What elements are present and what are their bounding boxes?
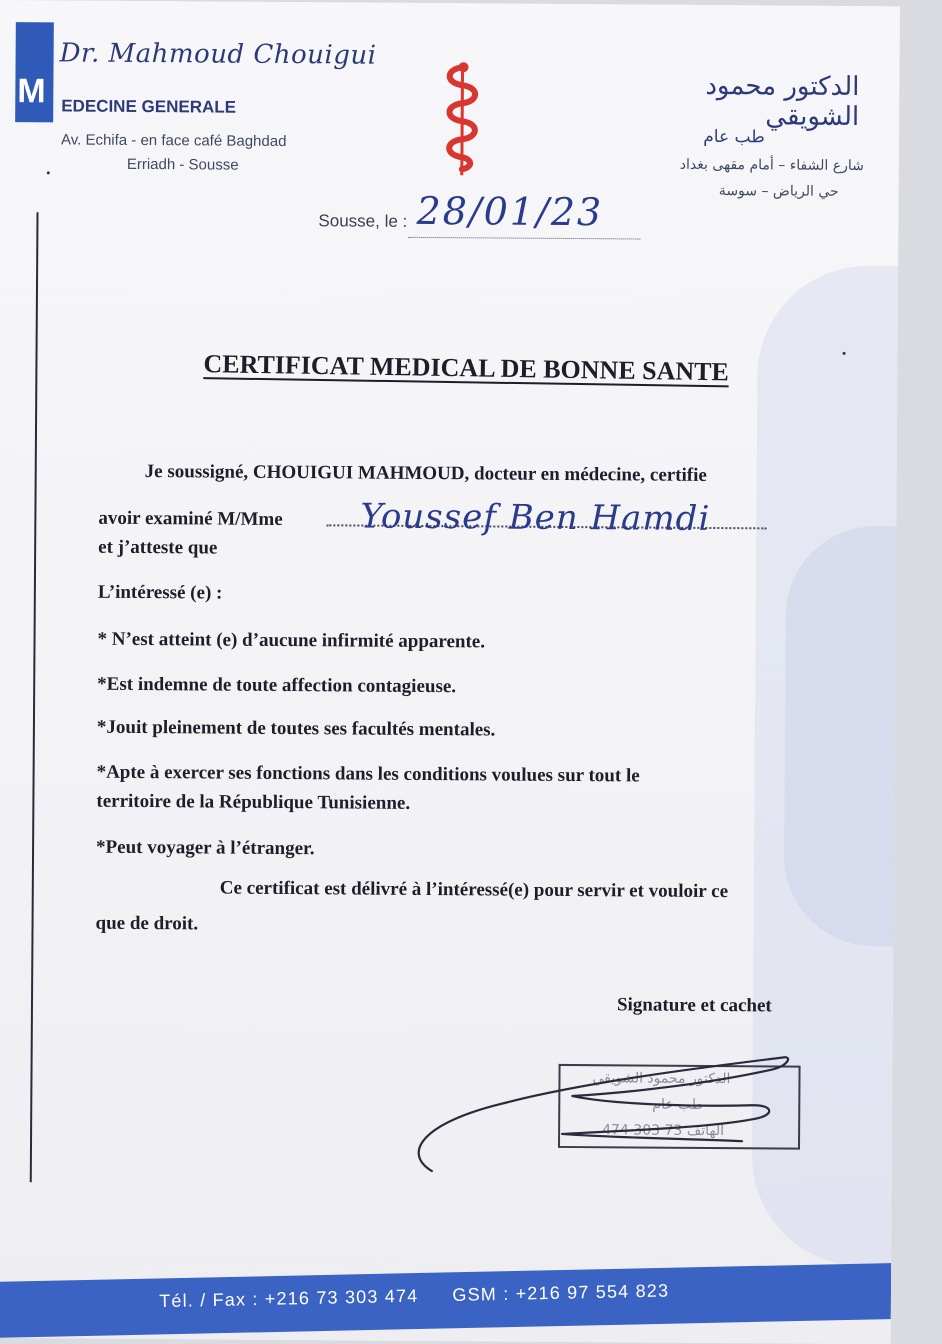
stamp-text: طب عام [652, 1096, 703, 1113]
address-line-1: Av. Echifa - en face café Baghdad [60, 131, 287, 151]
ink-dot [843, 352, 846, 355]
footer-gsm: GSM : +216 97 554 823 [452, 1280, 670, 1305]
intro-line-1: Je soussigné, CHOUIGUI MAHMOUD, docteur en médecine, certifie [144, 461, 707, 486]
watermark-shape-inner [783, 526, 900, 947]
caduceus-icon [439, 59, 486, 184]
condition-item: * N’est atteint (e) d’aucune infirmité apparente. [97, 628, 486, 653]
arabic-doctor-name: الدكتور محمود الشويقي [705, 70, 860, 133]
patient-name-handwritten: Youssef Ben Hamdi [360, 496, 711, 539]
address-line-2: Erriadh - Sousse [126, 155, 239, 174]
handwritten-signature [392, 1033, 813, 1186]
arabic-address-line-2: حي الرياض – سوسة [718, 183, 839, 200]
condition-item: *Peut voyager à l’étranger. [96, 836, 315, 860]
condition-item: *Est indemne de toute affection contagieuse. [97, 673, 457, 698]
date-handwritten: 28/01/23 [416, 188, 604, 235]
certificate-title: CERTIFICAT MEDICAL DE BONNE SANTE [203, 349, 730, 387]
arabic-specialty: طب عام [703, 126, 765, 148]
condition-item: *Apte à exercer ses fonctions dans les conditions voulues sur tout le [96, 761, 640, 787]
specialty: EDECINE GENERALE [61, 96, 237, 117]
m-logo-letter: M [17, 72, 46, 111]
stamp-text: الدكتور محمود الشويقي [592, 1070, 731, 1088]
subject-label: L’intéressé (e) : [97, 581, 223, 604]
date-underline [408, 237, 640, 240]
arabic-address-line-1: شارع الشفاء – أمام مقهى بغداد [679, 156, 864, 175]
ink-dot [47, 171, 50, 174]
condition-item-continued: territoire de la République Tunisienne. [96, 790, 411, 814]
closing-line-1: Ce certificat est délivré à l’intéressé(e) pour servir et vouloir ce [219, 877, 729, 903]
intro-line-3: et j’atteste que [98, 536, 218, 559]
signature-label: Signature et cachet [616, 994, 772, 1017]
condition-item: *Jouit pleinement de toutes ses facultés mentales. [96, 716, 496, 741]
stamp-text: الهاتف 73 303 474 [602, 1122, 725, 1140]
margin-rule [30, 212, 39, 1182]
footer-tel-fax: Tél. / Fax : +216 73 303 474 [158, 1285, 419, 1312]
intro-line-2: avoir examiné M/Mme [98, 507, 283, 530]
doctor-name: Dr. Mahmoud Chouigui [59, 38, 377, 71]
closing-line-2: que de droit. [95, 912, 199, 935]
date-label: Sousse, le : [318, 211, 408, 231]
